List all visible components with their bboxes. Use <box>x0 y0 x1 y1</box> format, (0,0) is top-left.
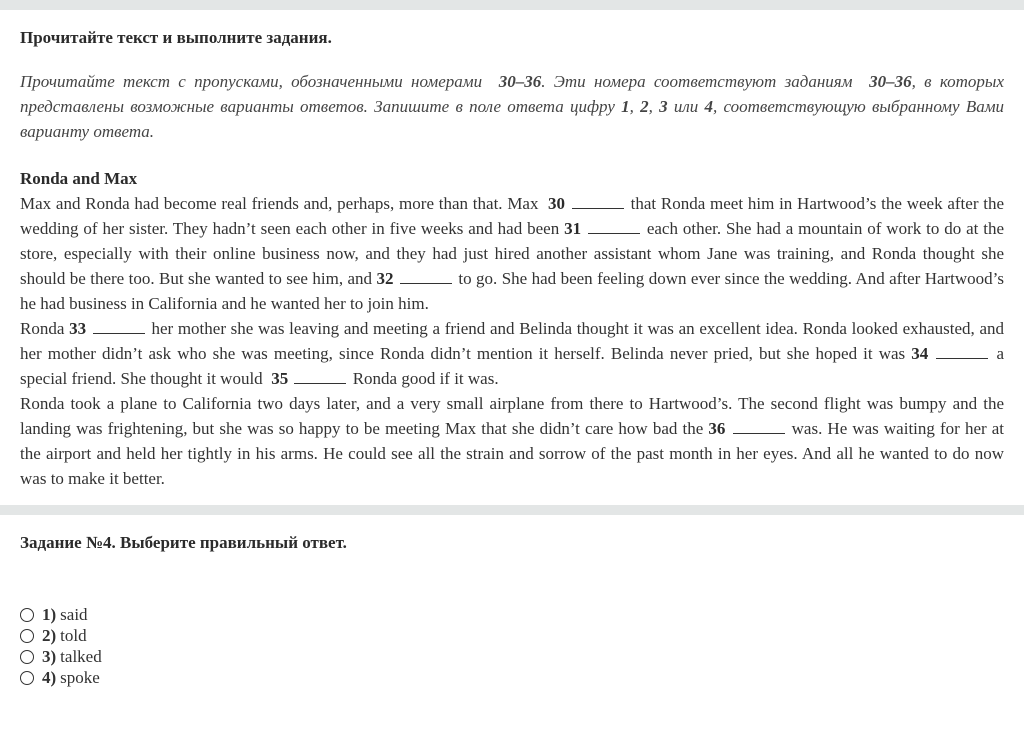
gap-number-30: 30 <box>548 194 566 213</box>
option-3-number: 3) <box>42 647 57 666</box>
option-3-label: talked <box>60 647 102 666</box>
answer-options <box>20 604 1004 688</box>
story-title: Ronda and Max <box>20 169 138 188</box>
option-2-number: 2) <box>42 626 57 645</box>
story-paragraph-2: Ronda 33 her mother she was leaving and meeting a friend and Belinda thought it was an excellent idea. Ronda looked exhausted, and her mother didn’t ask who she was meeting, since Ronda didn’t mention it herself. Belinda never pried, but she hoped it was 34 a special friend. She thought it would 35 Ronda good if it was. <box>20 319 1005 388</box>
option-1-number: 1) <box>42 605 57 624</box>
section-divider <box>0 505 1024 515</box>
reading-section <box>0 10 1024 489</box>
radio-button-2[interactable] <box>20 629 34 643</box>
task-section <box>0 515 1024 688</box>
gap-blank-35 <box>294 369 346 384</box>
gap-number-35: 35 <box>271 369 289 388</box>
gap-number-31: 31 <box>564 219 582 238</box>
option-4-number: 4) <box>42 668 57 687</box>
radio-button-1[interactable] <box>20 608 34 622</box>
option-1-label: said <box>60 605 88 624</box>
gap-blank-34 <box>936 344 988 359</box>
gap-blank-31 <box>588 219 640 234</box>
gap-number-33: 33 <box>69 319 87 338</box>
option-2[interactable] <box>20 625 1004 646</box>
gap-blank-30 <box>572 194 624 209</box>
top-divider <box>0 0 1024 10</box>
option-3[interactable] <box>20 646 1004 667</box>
option-4-label: spoke <box>60 668 100 687</box>
gap-blank-33 <box>93 319 145 334</box>
instruction-text: Прочитайте текст с пропусками, обозначенными номерами 30–36. Эти номера соответствуют заданиям 30–36, в которых представлены возможные варианты ответов. Запишите в поле ответа цифру 1, 2, 3 или 4, соответствующую выбранному Вами варианту ответа. <box>20 72 1005 141</box>
gap-number-32: 32 <box>376 269 394 288</box>
gap-number-36: 36 <box>708 419 726 438</box>
gap-number-34: 34 <box>911 344 929 363</box>
option-1[interactable] <box>20 604 1004 625</box>
story-text <box>20 191 1004 491</box>
gap-blank-36 <box>733 419 785 434</box>
story-paragraph-1: Max and Ronda had become real friends and, perhaps, more than that. Max 30 that Ronda meet him in Hartwood’s the week after the wedding of her sister. They hadn’t seen each other in five weeks and had been 31 each other. She had a mountain of work to do at the store, especially with their online business now, and they had just hired another assistant whom Jane was training, and Ronda thought she should be there too. But she wanted to see him, and 32 to go. She had been feeling down ever since the wedding. And after Hartwood’s he had business in California and he wanted her to join him. <box>20 194 1005 313</box>
option-2-label: told <box>60 626 87 645</box>
option-4[interactable] <box>20 667 1004 688</box>
radio-button-3[interactable] <box>20 650 34 664</box>
section-heading: Прочитайте текст и выполните задания. <box>20 28 332 47</box>
task-title: Задание №4. Выберите правильный ответ. <box>20 533 347 552</box>
radio-button-4[interactable] <box>20 671 34 685</box>
gap-blank-32 <box>400 269 452 284</box>
story-paragraph-3: Ronda took a plane to California two days later, and a very small airplane from there to Hartwood’s. The second flight was bumpy and the landing was frightening, but she was so happy to be meeting Max that she didn’t care how bad the 36 was. He was waiting for her at the airport and held her tightly in his arms. He could see all the strain and sorrow of the past month in her eyes. And all he wanted to do now was to make it better. <box>20 394 1005 488</box>
